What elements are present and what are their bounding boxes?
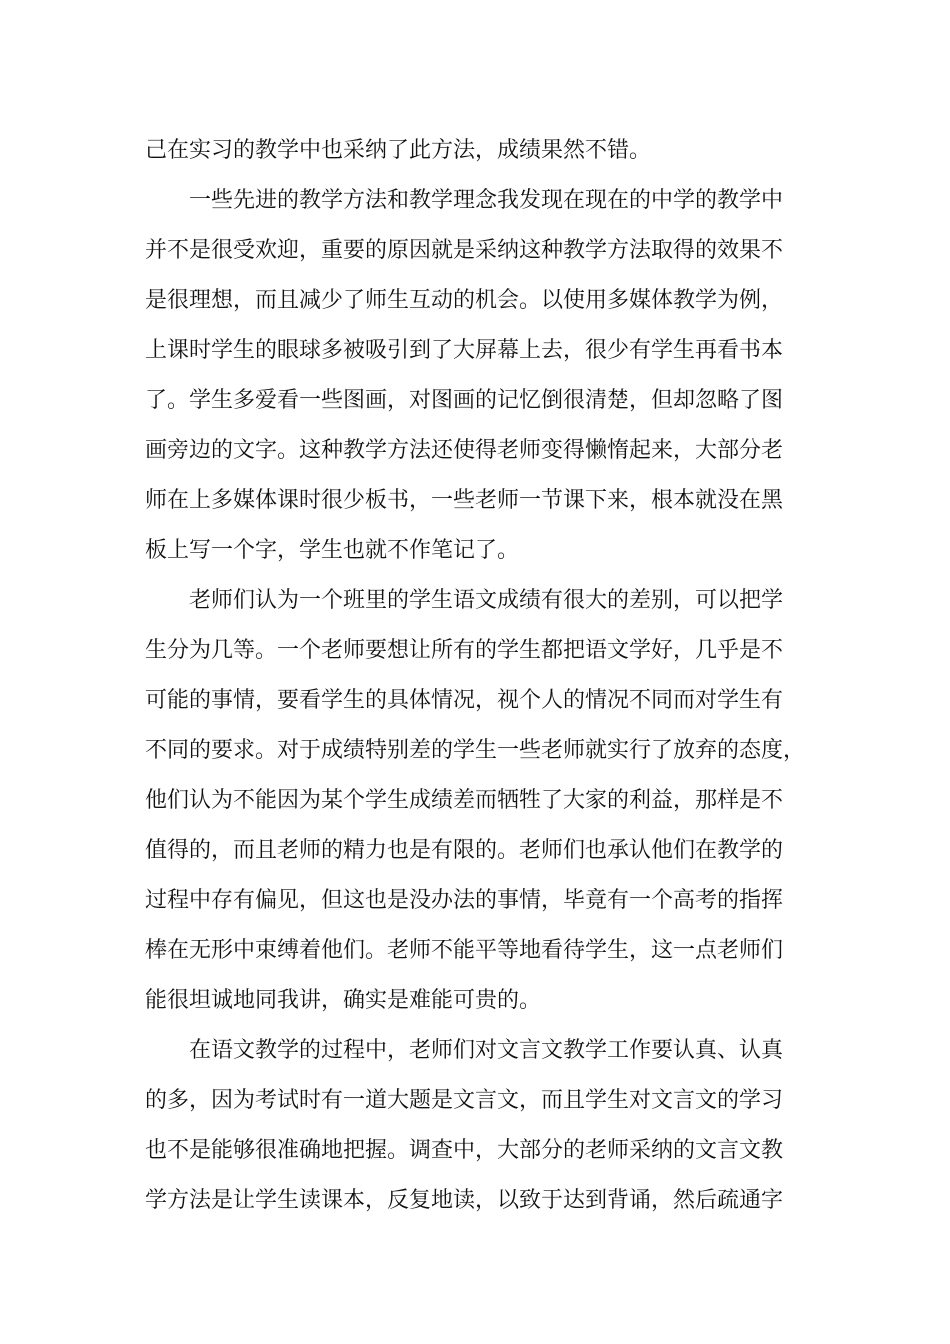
text-line: 的多，因为考试时有一道大题是文言文，而且学生对文言文的学习 — [145, 1088, 784, 1113]
text-line: 老师们认为一个班里的学生语文成绩有很大的差别，可以把学 — [145, 588, 784, 613]
text-line: 并不是很受欢迎，重要的原因就是采纳这种教学方法取得的效果不 — [145, 238, 784, 263]
text-line: 值得的，而且老师的精力也是有限的。老师们也承认他们在教学的 — [145, 838, 784, 863]
text-line: 能很坦诚地同我讲，确实是难能可贵的。 — [145, 988, 542, 1013]
text-line: 学方法是让学生读课本，反复地读，以致于达到背诵，然后疏通字 — [145, 1188, 784, 1213]
text-line: 可能的事情，要看学生的具体情况，视个人的情况不同而对学生有 — [145, 688, 784, 713]
text-line: 板上写一个字，学生也就不作笔记了。 — [145, 538, 520, 563]
text-line: 上课时学生的眼球多被吸引到了大屏幕上去，很少有学生再看书本 — [145, 338, 784, 363]
text-line: 在语文教学的过程中，老师们对文言文教学工作要认真、认真 — [145, 1038, 784, 1063]
text-line: 过程中存有偏见，但这也是没办法的事情，毕竟有一个高考的指挥 — [145, 888, 784, 913]
text-line: 是很理想，而且减少了师生互动的机会。以使用多媒体教学为例， — [145, 288, 784, 313]
text-line: 生分为几等。一个老师要想让所有的学生都把语文学好，几乎是不 — [145, 638, 784, 663]
text-line: 一些先进的教学方法和教学理念我发现在现在的中学的教学中 — [145, 188, 784, 213]
text-line: 也不是能够很准确地把握。调查中，大部分的老师采纳的文言文教 — [145, 1138, 784, 1163]
text-line: 己在实习的教学中也采纳了此方法，成绩果然不错。 — [145, 138, 652, 163]
text-line: 画旁边的文字。这种教学方法还使得老师变得懒惰起来，大部分老 — [145, 438, 784, 463]
text-line: 他们认为不能因为某个学生成绩差而牺牲了大家的利益，那样是不 — [145, 788, 784, 813]
text-line: 师在上多媒体课时很少板书，一些老师一节课下来，根本就没在黑 — [145, 488, 784, 513]
text-line: 棒在无形中束缚着他们。老师不能平等地看待学生，这一点老师们 — [145, 938, 784, 963]
text-line: 了。学生多爱看一些图画，对图画的记忆倒很清楚，但却忽略了图 — [145, 388, 784, 413]
text-line: 不同的要求。对于成绩特别差的学生一些老师就实行了放弃的态度， — [145, 738, 806, 763]
